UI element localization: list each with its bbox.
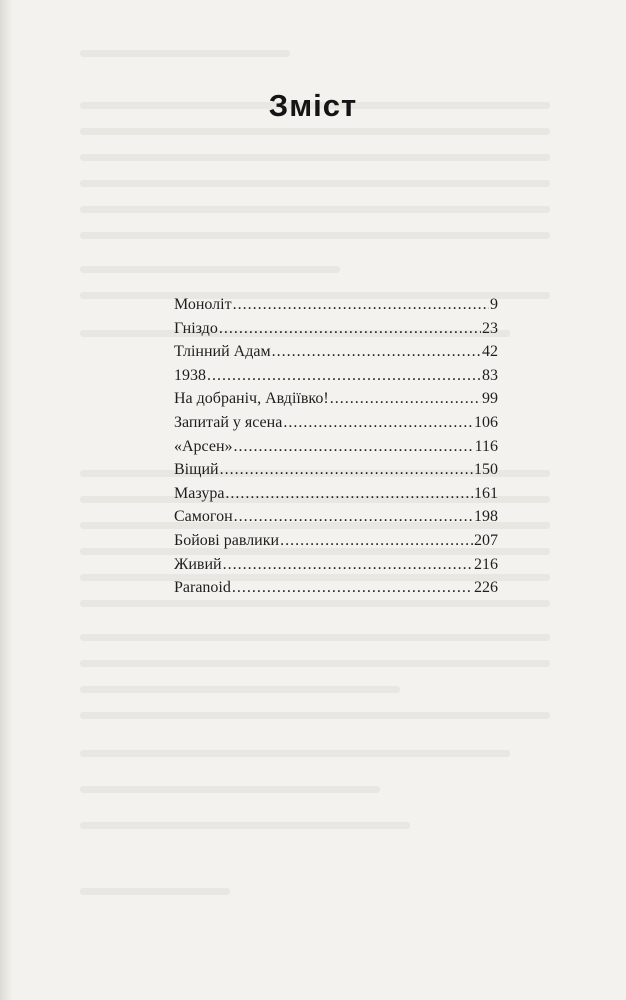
toc-dot-leader [207, 364, 481, 388]
table-of-contents [174, 293, 498, 600]
toc-entry [174, 553, 498, 577]
toc-dot-leader [233, 293, 489, 317]
toc-entry-page: 106 [474, 413, 498, 431]
toc-entry-title: Моноліт [174, 296, 232, 313]
toc-entry-page: 9 [490, 296, 498, 313]
toc-entry-title: Запитай у ясена [174, 413, 283, 431]
page-title: Зміст [268, 88, 358, 123]
toc-entry [174, 364, 498, 388]
page-edge-shadow [0, 0, 12, 1000]
toc-dot-leader [234, 505, 473, 529]
toc-entry-title: На добраніч, Авдіївко! [174, 390, 329, 408]
toc-entry-title: Гніздо [174, 319, 218, 337]
toc-entry-page: 83 [482, 366, 498, 384]
toc-entry-page: 207 [474, 531, 498, 549]
toc-dot-leader [283, 411, 473, 435]
toc-entry [174, 387, 498, 411]
toc-entry-title: Бойові равлики [174, 531, 280, 549]
toc-entry-title: Тлінний Адам [174, 343, 271, 361]
toc-entry-title: Paranoid [174, 579, 231, 597]
toc-dot-leader [220, 458, 473, 482]
toc-entry [174, 505, 498, 529]
toc-dot-leader [232, 576, 473, 600]
toc-entry [174, 317, 498, 341]
toc-dot-leader [280, 529, 473, 553]
toc-entry [174, 576, 498, 600]
toc-entry-title: Віщий [174, 461, 219, 479]
toc-entry [174, 458, 498, 482]
toc-entry-page: 161 [474, 484, 498, 502]
toc-entry-title: 1938 [174, 366, 206, 384]
toc-entry-page: 226 [474, 579, 498, 597]
toc-entry [174, 482, 498, 506]
toc-entry [174, 411, 498, 435]
toc-entry-title: Живий [174, 555, 222, 573]
toc-entry-page: 23 [482, 319, 498, 337]
toc-entry-page: 99 [482, 390, 498, 408]
toc-entry [174, 293, 498, 317]
toc-dot-leader [330, 387, 481, 411]
toc-dot-leader [272, 340, 481, 364]
toc-entry-title: Мазура [174, 484, 225, 502]
toc-entry-page: 150 [474, 461, 498, 479]
toc-dot-leader [223, 553, 473, 577]
toc-entry-title: Самогон [174, 508, 233, 526]
toc-dot-leader [219, 317, 481, 341]
toc-entry [174, 529, 498, 553]
toc-entry [174, 435, 498, 459]
toc-entry-page: 116 [474, 437, 498, 455]
toc-entry-page: 42 [482, 343, 498, 361]
toc-entry-page: 216 [474, 555, 498, 573]
toc-dot-leader [225, 482, 473, 506]
toc-entry-title: «Арсен» [174, 437, 233, 455]
toc-entry [174, 340, 498, 364]
toc-dot-leader [234, 435, 474, 459]
toc-entry-page: 198 [474, 508, 498, 526]
